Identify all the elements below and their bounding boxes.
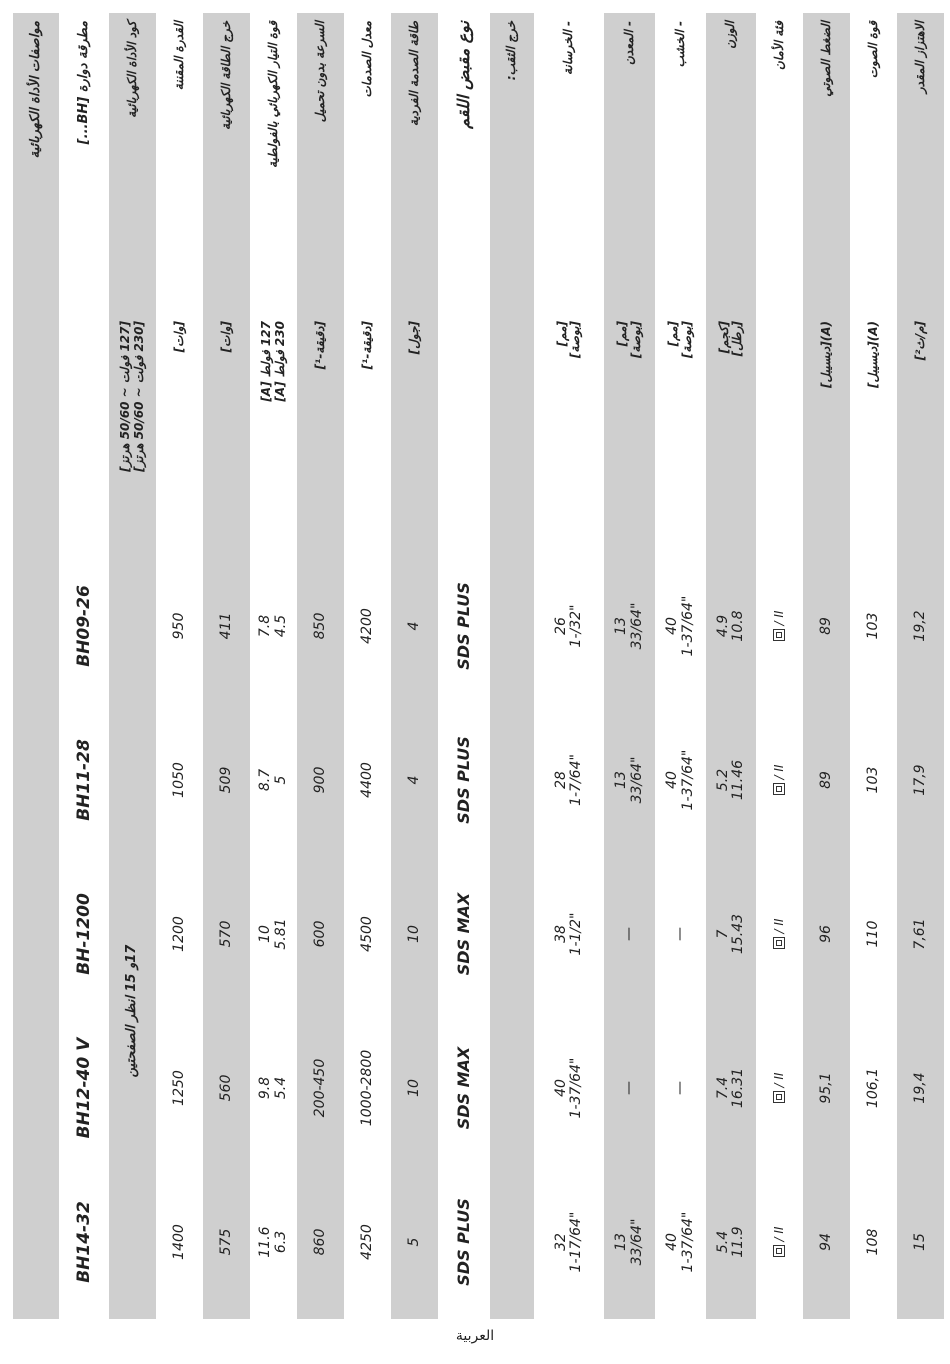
value-line: 40 — [664, 617, 681, 635]
current-row — [250, 13, 297, 1319]
value-cell — [756, 1165, 803, 1319]
value-line: 4.9 — [714, 614, 731, 638]
safety-class-value: / II — [771, 1226, 786, 1242]
safety-class-value: / II — [771, 918, 786, 934]
value-cell: SDS PLUS — [454, 582, 474, 670]
value-line: 6.3 — [272, 1230, 289, 1254]
unit-line: [كجم] — [716, 321, 731, 354]
value-cell: 103 — [864, 766, 881, 794]
safety-class-value: / II — [771, 610, 786, 626]
value-cell — [706, 1165, 756, 1319]
value-line: 28 — [552, 771, 569, 789]
table-title: مواصفات الأداة الكهربائية — [13, 13, 59, 1319]
value-line: 13 — [613, 617, 630, 635]
value-cell — [604, 857, 655, 1011]
row-label: - الخرسانة — [561, 21, 576, 75]
impact-rate-row — [344, 13, 391, 1319]
value-line: 1-/32" — [568, 604, 584, 648]
spec-table — [13, 13, 944, 1319]
value-cell: 1400 — [170, 1224, 187, 1260]
unit-cell: (A)[ديسيبل] — [803, 313, 850, 549]
value-cell: 19,4 — [897, 1011, 944, 1165]
safety-class-row — [756, 13, 803, 1319]
drilling-header-row — [490, 13, 534, 1319]
value-cell — [250, 703, 297, 857]
model-name: BH12-40 V — [73, 1037, 94, 1139]
value-line: — — [620, 927, 637, 941]
value-cell: 10 — [391, 857, 438, 1011]
unit-line: 127 فولط [A] — [259, 321, 274, 402]
double-insulation-icon — [773, 783, 785, 795]
value-cell: 1250 — [170, 1070, 187, 1106]
value-line: 40 — [552, 1079, 569, 1097]
value-line: 1-37/64" — [679, 595, 696, 657]
value-line: 38 — [552, 925, 569, 943]
unit-line: [230 فولت ~ 50/60 هرتز] — [131, 321, 146, 472]
metal-row — [604, 13, 655, 1319]
double-insulation-icon — [773, 629, 785, 641]
value-cell — [534, 857, 604, 1011]
value-cell — [706, 1011, 756, 1165]
value-cell — [604, 1011, 655, 1165]
code-note-text: 17و 15 انظر الصفحتين — [124, 944, 140, 1078]
value-line: 15.43 — [730, 913, 746, 955]
double-insulation-icon — [773, 1091, 785, 1103]
value-cell — [490, 703, 534, 857]
impact-energy-row — [391, 13, 438, 1319]
value-line: 5.2 — [714, 768, 731, 792]
value-cell: 4250 — [358, 1224, 375, 1260]
value-cell: 411 — [203, 549, 250, 703]
value-cell: 15 — [897, 1165, 944, 1319]
row-label: قوة التيار الكهربائي بالفولطية — [265, 21, 280, 169]
output-power-row — [203, 13, 250, 1319]
value-line: 1-7/64" — [568, 754, 584, 806]
safety-class-value: / II — [771, 1072, 786, 1088]
value-cell: 108 — [864, 1228, 881, 1256]
value-cell: 106,1 — [864, 1067, 881, 1109]
unit-cell — [655, 313, 706, 549]
row-label: طاقة الصدمة الفردية — [391, 13, 438, 313]
value-cell — [534, 1011, 604, 1165]
value-line: 7.4 — [714, 1076, 731, 1100]
unit-line: [رطل] — [730, 321, 744, 357]
unit-cell — [706, 313, 756, 549]
row-label: فئة الأمان — [771, 21, 786, 71]
value-cell: 860 — [297, 1165, 344, 1319]
value-line: 32 — [552, 1233, 569, 1251]
page-footer-language: العربية — [455, 1328, 495, 1344]
wood-row — [655, 13, 706, 1319]
row-label: معدل الصدمات — [359, 21, 374, 98]
value-cell: 900 — [297, 703, 344, 857]
value-line: 5 — [272, 775, 289, 785]
value-line: 33/64" — [628, 756, 645, 804]
value-cell — [655, 1165, 706, 1319]
model-name: BH14-32 — [73, 1201, 94, 1283]
value-cell — [490, 857, 534, 1011]
value-cell: SDS MAX — [454, 892, 474, 976]
double-insulation-icon — [773, 1245, 785, 1257]
value-cell: SDS PLUS — [454, 736, 474, 824]
unit-line: [مم] — [615, 321, 630, 347]
value-cell — [109, 1165, 156, 1319]
value-line: 11.46 — [730, 759, 746, 801]
value-line: 26 — [552, 617, 569, 635]
chuck-row — [438, 13, 490, 1319]
value-cell: 4500 — [358, 916, 375, 952]
value-cell — [604, 703, 655, 857]
value-cell — [250, 1011, 297, 1165]
value-cell: 89 — [803, 703, 850, 857]
unit-cell: [وات] — [203, 313, 250, 549]
value-line: 7 — [714, 929, 731, 939]
row-label: مطرقة دوارة [BH...] — [75, 21, 91, 145]
value-cell — [706, 857, 756, 1011]
value-line: 13 — [613, 1233, 630, 1251]
unit-cell — [438, 313, 490, 549]
value-line: 7.8 — [257, 614, 274, 638]
value-line: 1-17/64" — [568, 1211, 584, 1273]
row-label: الوزن — [706, 13, 756, 313]
concrete-row — [534, 13, 604, 1319]
row-label: القدرة المقننة — [171, 21, 186, 91]
value-cell — [250, 857, 297, 1011]
value-line: — — [671, 927, 688, 941]
value-cell — [756, 1011, 803, 1165]
unit-cell — [604, 313, 655, 549]
value-line: 16.31 — [730, 1067, 746, 1109]
value-cell: 4 — [391, 703, 438, 857]
value-line: 5.4 — [272, 1076, 289, 1100]
double-insulation-icon — [773, 937, 785, 949]
unit-cell — [534, 313, 604, 549]
value-cell: 95,1 — [803, 1011, 850, 1165]
value-line: 40 — [664, 1233, 681, 1251]
sound-pressure-row — [803, 13, 850, 1319]
unit-cell — [59, 313, 109, 549]
weight-row — [706, 13, 756, 1319]
value-cell — [534, 703, 604, 857]
unit-cell: [دقيقة-¹] — [297, 313, 344, 549]
code-note — [109, 857, 156, 1165]
value-cell — [655, 549, 706, 703]
unit-line: 230 فولط [A] — [272, 321, 287, 402]
value-line: 1-37/64" — [679, 1211, 696, 1273]
model-name: BH09-26 — [73, 585, 94, 667]
value-cell: 575 — [203, 1165, 250, 1319]
value-line: 5.81 — [272, 918, 289, 950]
value-cell: 1000-2800 — [358, 1049, 375, 1127]
no-load-speed-row — [297, 13, 344, 1319]
row-label: نوع مقبض اللقم — [454, 21, 474, 129]
value-cell — [604, 549, 655, 703]
value-cell — [756, 549, 803, 703]
value-line: — — [620, 1081, 637, 1095]
value-cell: 103 — [864, 612, 881, 640]
value-cell — [655, 857, 706, 1011]
value-line: 4.5 — [272, 614, 289, 638]
unit-cell: [وات] — [171, 321, 186, 353]
value-line: 1-37/64" — [568, 1057, 584, 1119]
value-cell: 4200 — [358, 608, 375, 644]
model-name: BH-1200 — [73, 893, 94, 975]
value-cell: 1200 — [170, 916, 187, 952]
value-cell: SDS MAX — [454, 1046, 474, 1130]
value-cell: 19,2 — [897, 549, 944, 703]
unit-cell: (A)[ديسيبل] — [865, 321, 880, 388]
value-line: 10.8 — [730, 610, 746, 642]
row-label: قوة الصوت — [865, 21, 880, 79]
value-cell — [706, 703, 756, 857]
row-label: السرعة بدون تحميل — [297, 13, 344, 313]
value-cell — [490, 1165, 534, 1319]
row-label: الاهتزاز المقدر — [897, 13, 944, 313]
unit-line: [بوصة] — [679, 321, 694, 359]
value-cell: 560 — [203, 1011, 250, 1165]
unit-line: [مم] — [554, 321, 569, 347]
value-cell — [534, 1165, 604, 1319]
value-cell — [756, 703, 803, 857]
value-cell: 509 — [203, 703, 250, 857]
row-label: خرج الطاقة الكهربائية — [203, 13, 250, 313]
value-line: — — [671, 1081, 688, 1095]
value-cell: 10 — [391, 1011, 438, 1165]
title-row — [13, 13, 59, 1319]
value-cell: 110 — [864, 920, 881, 948]
value-cell: SDS PLUS — [454, 1198, 474, 1286]
row-label: - الخشب — [672, 21, 687, 68]
value-cell: 950 — [170, 612, 187, 640]
sound-power-row — [850, 13, 897, 1319]
value-cell: 200-450 — [297, 1011, 344, 1165]
value-cell: 94 — [803, 1165, 850, 1319]
row-label: خرج الثقب: — [490, 13, 534, 313]
value-cell — [655, 703, 706, 857]
row-label: - المعدن — [604, 13, 655, 313]
value-line: 8.7 — [257, 768, 274, 792]
value-cell — [490, 1011, 534, 1165]
value-line: 13 — [613, 771, 630, 789]
value-line: 33/64" — [628, 1218, 645, 1266]
spec-table-rotated — [13, 13, 933, 1319]
row-label: الضغط الصوتي — [803, 13, 850, 313]
unit-line: [مم] — [666, 321, 681, 347]
value-line: 10 — [257, 925, 274, 943]
safety-class-value: / II — [771, 764, 786, 780]
value-cell: 570 — [203, 857, 250, 1011]
value-cell — [490, 549, 534, 703]
unit-cell — [490, 313, 534, 549]
value-cell: 4400 — [358, 762, 375, 798]
value-cell: 17,9 — [897, 703, 944, 857]
value-line: 40 — [664, 771, 681, 789]
value-line: 11.6 — [257, 1226, 274, 1258]
unit-cell: [جول] — [391, 313, 438, 549]
unit-cell — [756, 313, 803, 549]
value-cell: 96 — [803, 857, 850, 1011]
model-name: BH11-28 — [73, 739, 94, 821]
unit-cell: [م/ث²] — [897, 313, 944, 549]
value-cell — [109, 549, 156, 703]
value-cell — [250, 549, 297, 703]
value-line: 9.8 — [257, 1076, 274, 1100]
value-line: 33/64" — [628, 602, 645, 650]
unit-cell: [دقيقة-¹] — [359, 321, 374, 370]
value-cell: 600 — [297, 857, 344, 1011]
value-cell — [109, 703, 156, 857]
vibration-row — [897, 13, 944, 1319]
value-cell: 4 — [391, 549, 438, 703]
unit-line: [بوصة] — [628, 321, 643, 359]
value-line: 11.9 — [730, 1226, 746, 1258]
rated-power-row — [156, 13, 203, 1319]
unit-cell — [250, 313, 297, 549]
value-line: 5.4 — [714, 1230, 731, 1254]
model-row — [59, 13, 109, 1319]
value-cell — [706, 549, 756, 703]
value-line: 1-1/2" — [568, 912, 584, 956]
value-cell — [655, 1011, 706, 1165]
value-cell — [756, 857, 803, 1011]
unit-line: [127 فولت ~ 50/60 هرتز] — [118, 321, 133, 472]
unit-cell — [109, 313, 156, 549]
value-cell — [250, 1165, 297, 1319]
value-cell: 1050 — [170, 762, 187, 798]
value-cell: 850 — [297, 549, 344, 703]
code-row — [109, 13, 156, 1319]
value-line: 1-37/64" — [679, 749, 696, 811]
value-cell: 89 — [803, 549, 850, 703]
value-cell: 5 — [391, 1165, 438, 1319]
value-cell — [534, 549, 604, 703]
unit-line: [بوصة] — [568, 321, 582, 359]
row-label: كود الأداة الكهربائية — [109, 13, 156, 313]
value-cell: 7,61 — [897, 857, 944, 1011]
value-cell — [604, 1165, 655, 1319]
